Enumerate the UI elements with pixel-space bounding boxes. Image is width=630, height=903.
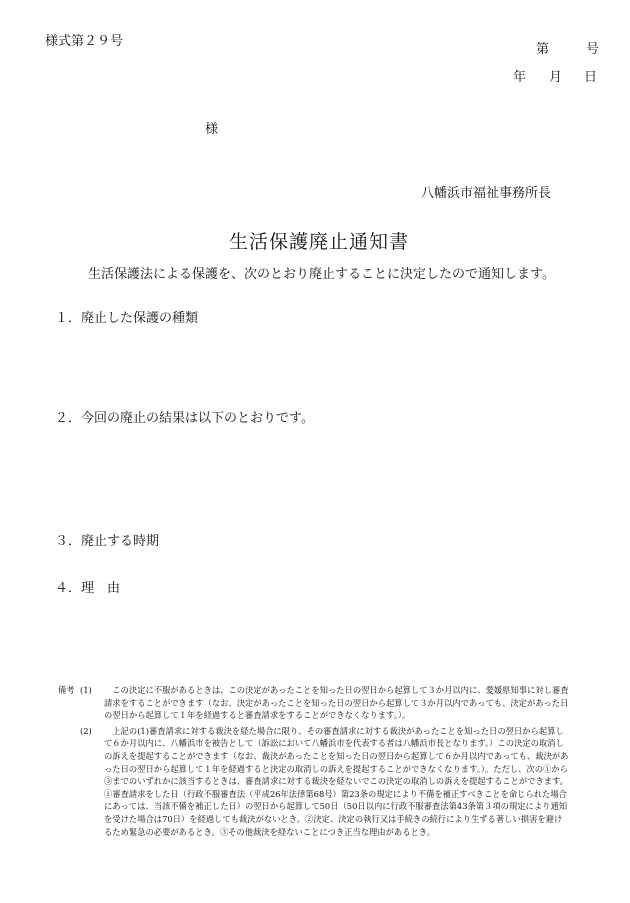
document-title: 生活保護廃止通知書 (229, 231, 410, 253)
section-3-label: ３．廃止する時期 (55, 534, 160, 549)
notes-label: 備考 (58, 685, 75, 695)
note-text: この決定に不服があるときは、この決定があったことを知った日の翌日から起算して３か月以内に、愛媛県知事に対し審査請求をすることができます（なお、決定があったことを知った日の翌日から起算して３か月以内であっても、決定があった日の翌日から起算して１年を経過すると審査請求をすることができなくなります。）。 (104, 685, 569, 721)
addressee-sama: 様 (205, 122, 219, 137)
note-number: (1) (80, 685, 92, 695)
form-number: 様式第２９号 (45, 34, 124, 49)
notes-block (58, 684, 570, 838)
note-item (58, 684, 570, 722)
section-1-label: １．廃止した保護の種類 (55, 311, 199, 326)
section-2-label: ２．今回の廃止の結果は以下のとおりです。 (55, 411, 314, 426)
date-month-label: 月 (549, 70, 563, 85)
date-year-label: 年 (513, 70, 527, 85)
issuer-name: 八幡浜市福祉事務所長 (421, 186, 552, 201)
section-4-label: ４．理 由 (55, 581, 121, 596)
date-day-label: 日 (584, 70, 598, 85)
note-text: 上記の(1)審査請求に対する裁決を経た場合に限り、その審査請求に対する裁決があったことを知った日の翌日から起算して６か月以内に、八幡浜市を被告として（訴訟において八幡浜市を代表する者は八幡浜市長となります。）この決定の取消しの訴えを提起することができます（なお、裁決があったことを知った日の翌日から起算して６か月以内であっても、裁決があった日の翌日から起算して１年を経過すると決定の取消しの訴えを提起することができなくなります。）。ただし、次の①から③までのいずれかに該当するときは、審査請求に対する裁決を経ないでこの決定の取消しの訴えを提起することができます。①審査請求をした日（行政不服審査法（平成26年法律第68号）第23条の規定により不備を補正すべきことを命じられた場合にあっては、当該不備を補正した日）の翌日から起算して50日（50日以内に行政不服審査法第43条第３項の規定により通知を受けた場合は70日）を経過しても裁決がないとき。②決定、決定の執行又は手続きの続行により生ずる著しい損害を避けるため緊急の必要があるとき。③その他裁決を経ないことにつき正当な理由があるとき。 (104, 725, 569, 837)
note-number: (2) (80, 725, 92, 736)
document-number-dai: 第 (536, 42, 550, 57)
intro-text: 生活保護法による保護を、次のとおり廃止することに決定したので通知します。 (88, 267, 555, 282)
note-item (58, 725, 570, 838)
document-number-go: 号 (586, 42, 600, 57)
